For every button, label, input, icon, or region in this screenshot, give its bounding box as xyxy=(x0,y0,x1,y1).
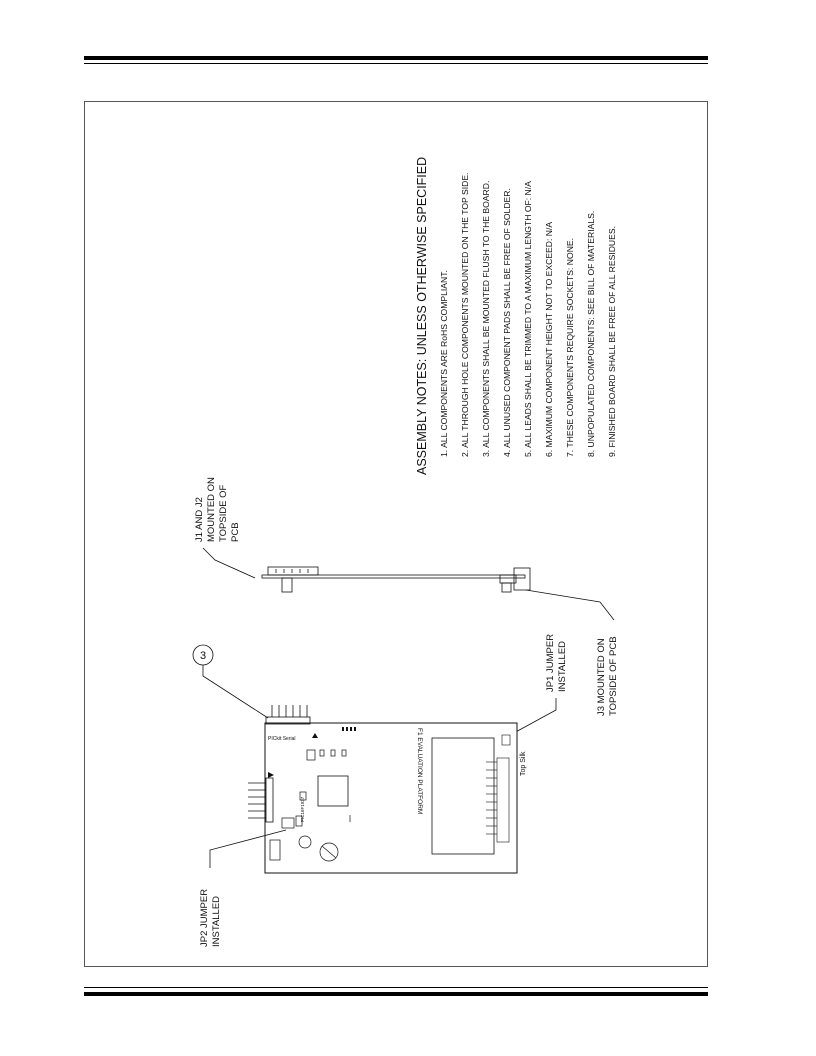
callout-jp1-line2: INSTALLED xyxy=(557,640,568,692)
callout-jp1 xyxy=(512,634,568,734)
board-title: F1 EVALUATION PLATFORM xyxy=(416,728,423,815)
part-label: PIC16F1937 xyxy=(300,796,305,822)
assembly-note-9: 9. FINISHED BOARD SHALL BE FREE OF ALL RESIDUES. xyxy=(607,226,617,457)
assembly-note-6: 6. MAXIMUM COMPONENT HEIGHT NOT TO EXCEED: N/A xyxy=(544,221,554,457)
leader-j3 xyxy=(526,590,614,620)
top-silk-label: Top Silk xyxy=(520,751,527,776)
assembly-note-1: 1. ALL COMPONENTS ARE RoHS COMPLIANT. xyxy=(439,270,449,457)
pcb-side-view xyxy=(262,567,530,592)
leader-j1-j2 xyxy=(203,548,255,578)
assembly-note-3: 3. ALL COMPONENTS SHALL BE MOUNTED FLUSH TO THE BOARD. xyxy=(481,180,491,457)
callout-j1-j2-line4: PCB xyxy=(230,522,241,542)
callout-jp1-line1: JP1 JUMPER xyxy=(545,633,556,692)
callout-jp2-line2: INSTALLED xyxy=(211,895,222,947)
callout-j3 xyxy=(526,590,619,716)
assembly-note-5: 5. ALL LEADS SHALL BE TRIMMED TO A MAXIMUM LENGTH OF: N/A xyxy=(523,181,533,457)
assembly-note-7: 7. THESE COMPONENTS REQUIRE SOCKETS: NONE. xyxy=(565,237,575,457)
callout-j1-j2-line1: J1 AND J2 xyxy=(194,497,205,542)
balloon-callout-3 xyxy=(193,645,268,718)
assembly-note-2: 2. ALL THROUGH HOLE COMPONENTS MOUNTED ON THE TOP SIDE. xyxy=(460,172,470,457)
callout-j1-j2-line2: MOUNTED ON xyxy=(206,477,217,542)
callout-j3-line2: TOPSIDE OF PCB xyxy=(608,636,619,716)
callout-j1-j2-line3: TOPSIDE OF xyxy=(218,484,229,542)
assembly-note-8: 8. UNPOPULATED COMPONENTS: SEE BILL OF MATERIALS. xyxy=(586,210,596,457)
pcb-top-view xyxy=(248,705,527,873)
assembly-notes-title: ASSEMBLY NOTES: UNLESS OTHERWISE SPECIFIED xyxy=(415,156,429,475)
assembly-note-4: 4. ALL UNUSED COMPONENT PADS SHALL BE FREE OF SOLDER. xyxy=(502,188,512,457)
callout-j1-j2 xyxy=(194,477,255,578)
leader-balloon-3 xyxy=(203,665,268,718)
callout-jp2-line1: JP2 JUMPER xyxy=(199,888,210,947)
callout-j3-line1: J3 MOUNTED ON xyxy=(596,638,607,716)
balloon-number: 3 xyxy=(199,650,207,662)
pickit-serial-label: PICkit Serial xyxy=(268,736,296,742)
leader-jp1 xyxy=(512,698,556,734)
assembly-notes xyxy=(415,157,617,475)
